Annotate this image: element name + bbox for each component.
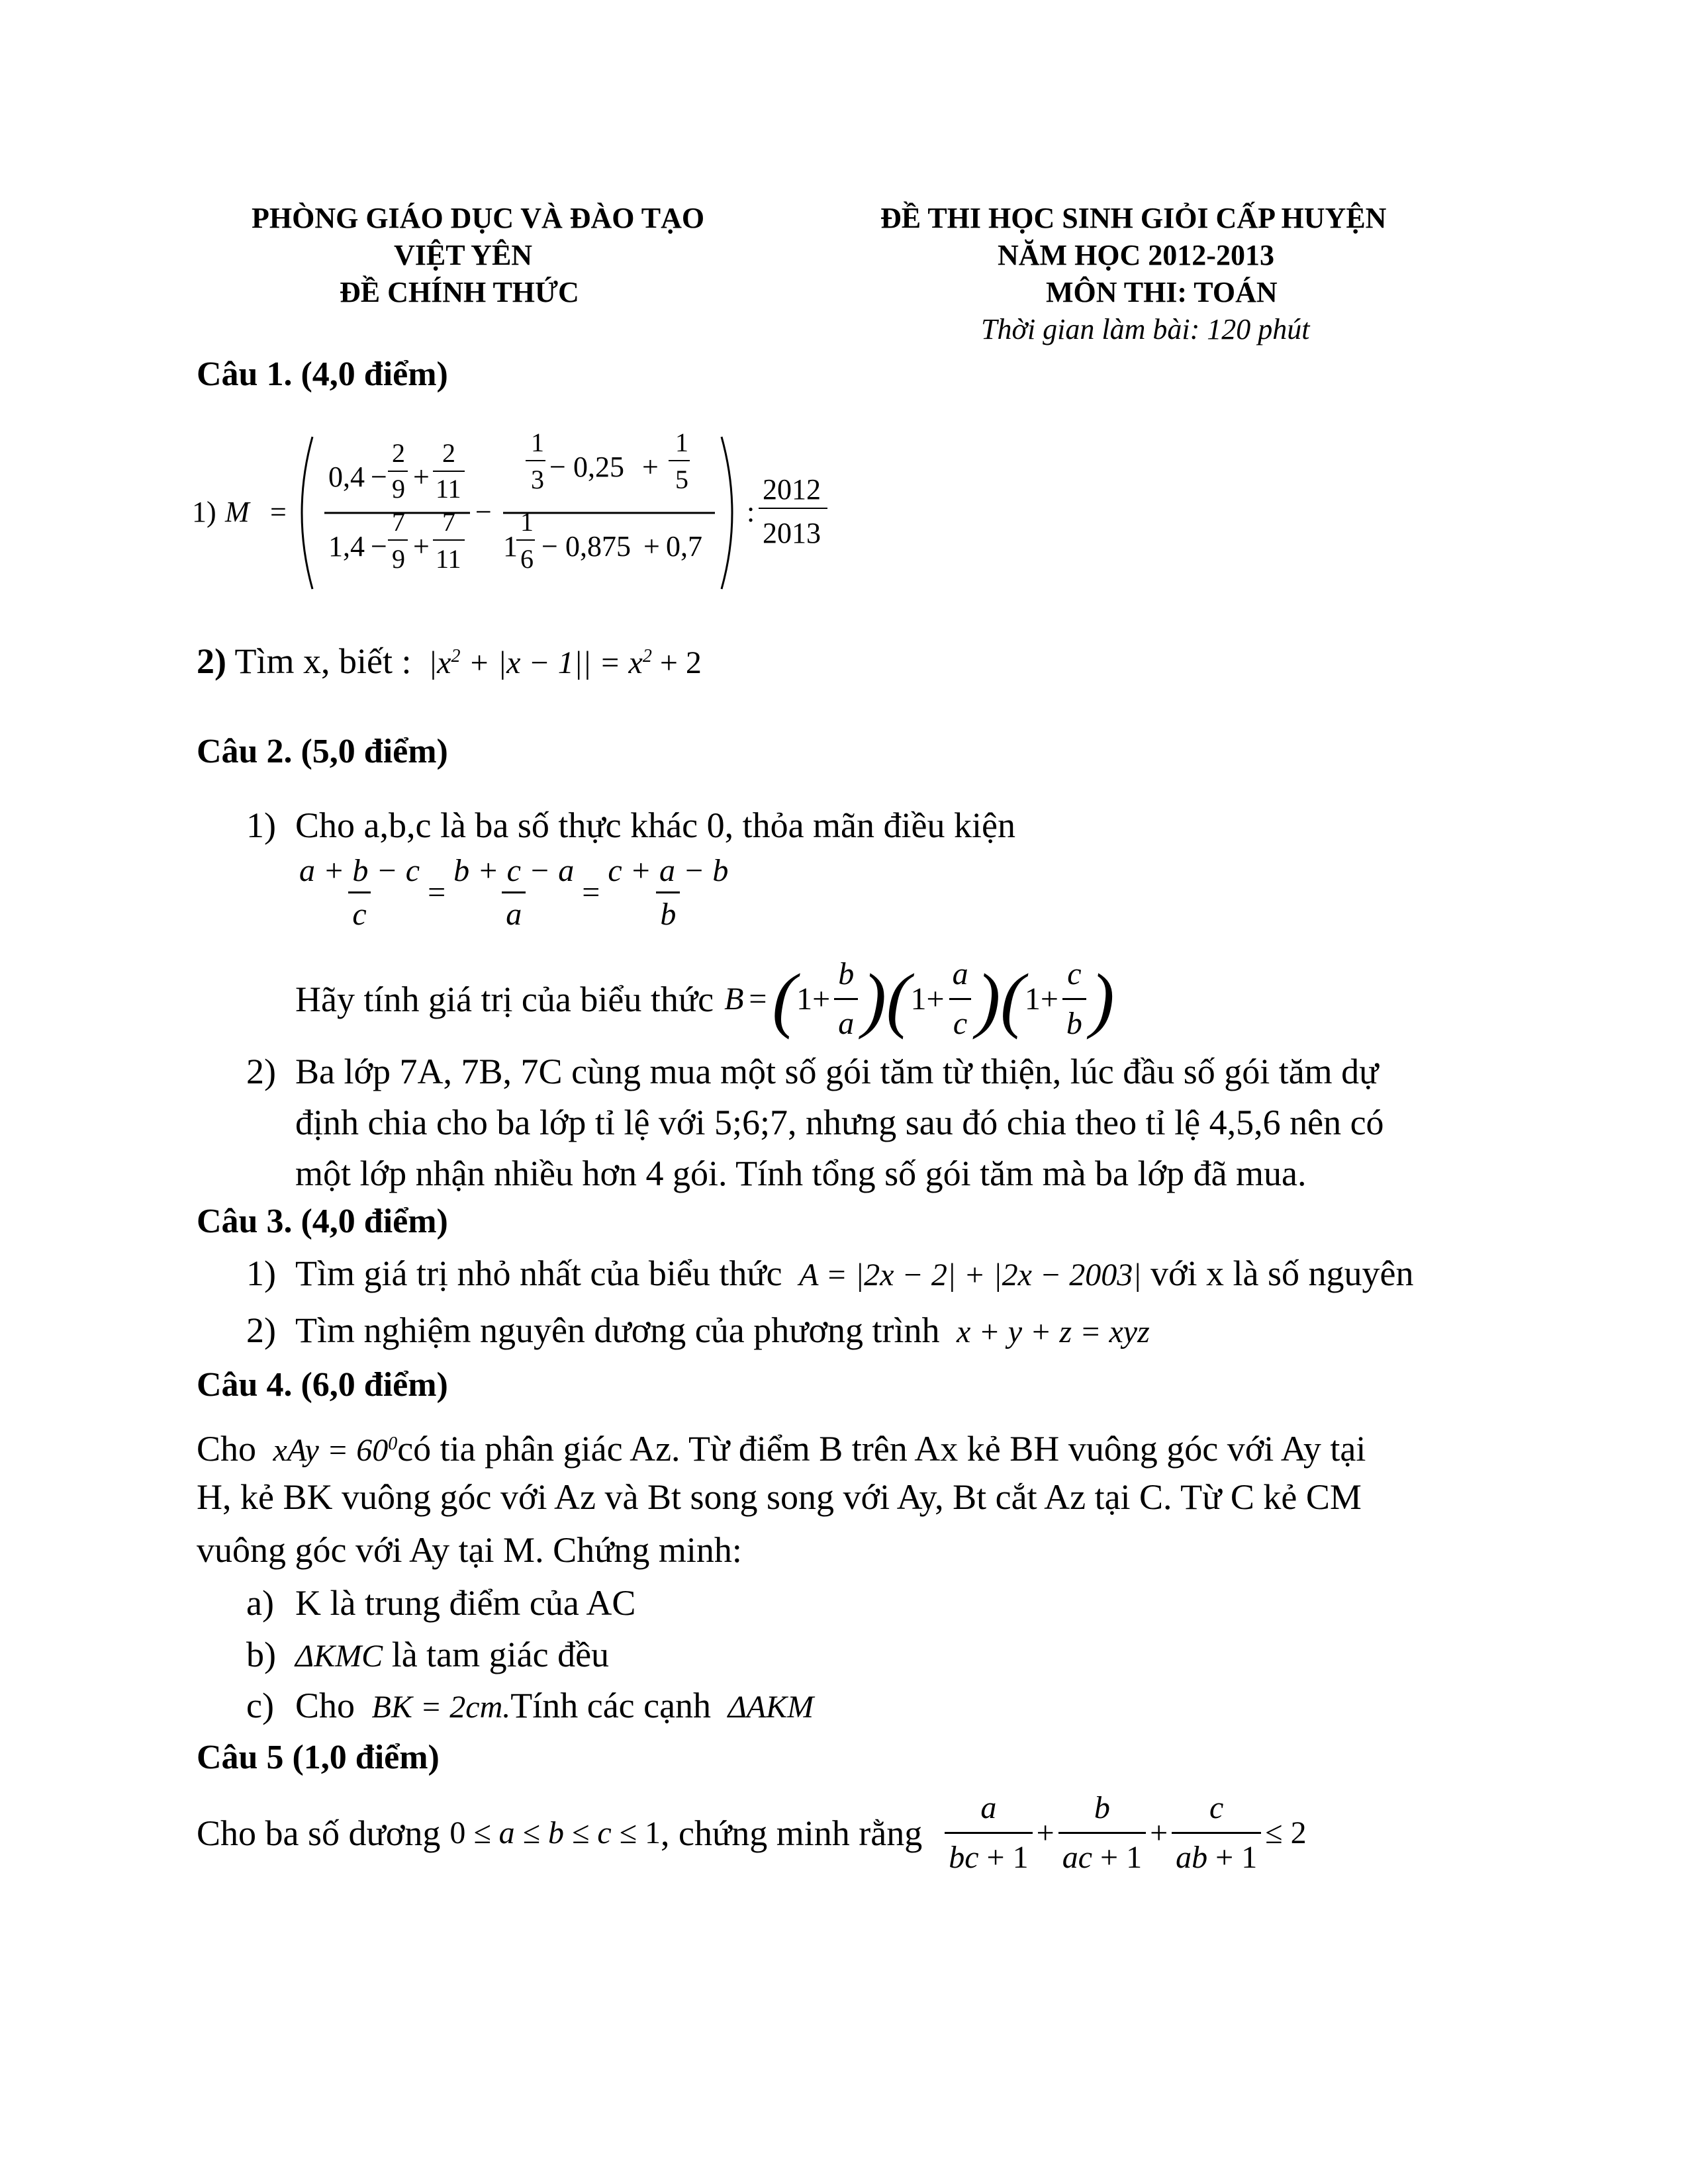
- q5-inequality: $\frac{a}{bc + 1}$ + $\frac{b}{ac + 1}$ + $\frac{c}{ab + 1}$ ≤ 2: [941, 1787, 1306, 1879]
- q4-line-2: H, kẻ BK vuông góc với Az và Bt song song với Ay, Bt cắt Az tại C. Từ C kẻ CM: [197, 1477, 1362, 1517]
- q4-c: [295, 1684, 814, 1729]
- q2-part-2-line-3: một lớp nhận nhiều hơn 4 gói. Tính tổng số gói tăm mà ba lớp đã mua.: [295, 1154, 1307, 1193]
- q2-part-1-ask: [295, 953, 1115, 1045]
- header-right-line-2: NĂM HỌC 2012-2013: [998, 239, 1274, 271]
- svg-text:+: +: [643, 530, 660, 563]
- q4-b-text: là tam giác đều: [391, 1635, 610, 1674]
- q2-part-2-line-1: Ba lớp 7A, 7B, 7C cùng mua một số gói tăm từ thiện, lúc đầu số gói tăm dự: [295, 1052, 1379, 1091]
- svg-text:0,7: 0,7: [666, 530, 702, 563]
- svg-text:0,4: 0,4: [328, 461, 365, 493]
- q3-part-1-tail: với x là số nguyên: [1150, 1253, 1414, 1293]
- svg-text:6: 6: [520, 544, 534, 574]
- q4-line-1: [197, 1423, 1366, 1472]
- svg-text:11: 11: [436, 544, 461, 574]
- q4-angle-xay: xAy = $60^0$: [265, 1433, 398, 1468]
- svg-text:5: 5: [675, 465, 688, 494]
- q2-condition-frac-3: $\frac{c + a - b}{b}$: [608, 853, 729, 932]
- svg-text:+: +: [413, 530, 430, 563]
- q1-expression-m: [192, 424, 841, 602]
- q1-part-2-equation: $|x^2 + |x - 1|| = x^2 + 2$: [420, 645, 702, 680]
- question-2-title: Câu 2. (5,0 điểm): [197, 733, 448, 770]
- svg-text:2013: 2013: [763, 517, 821, 549]
- q2-part-1-ask-text: Hãy tính giá trị của biểu thức: [295, 979, 714, 1019]
- svg-text:9: 9: [392, 544, 405, 574]
- q3-expression-a: A = |2x − 2| + |2x − 2003|: [791, 1257, 1142, 1293]
- header-left-line-3: ĐỀ CHÍNH THỨC: [340, 276, 579, 308]
- svg-text:=: =: [270, 496, 287, 528]
- q3-part-2-text: Tìm nghiệm nguyên dương của phương trình: [295, 1310, 940, 1350]
- q4-bk-value: BK = 2cm.: [363, 1690, 511, 1725]
- q3-equation: x + y + z = xyz: [949, 1314, 1150, 1349]
- q4-c-end: Tính các cạnh: [510, 1686, 712, 1725]
- q4-a-label: a): [246, 1583, 274, 1623]
- q4-b: [295, 1633, 609, 1678]
- svg-text:2: 2: [392, 438, 405, 468]
- q5-range: 0 ≤ a ≤ b ≤ c ≤ 1: [449, 1815, 661, 1850]
- q1-part-2-label: 2): [197, 641, 226, 681]
- svg-text:−: −: [371, 530, 387, 563]
- q3-part-1-text: Tìm giá trị nhỏ nhất của biểu thức: [295, 1253, 782, 1293]
- svg-text:3: 3: [531, 465, 544, 494]
- q2-part-1-text: Cho a,b,c là ba số thực khác 0, thỏa mãn điều kiện: [295, 805, 1015, 845]
- q1-part-2: [197, 635, 702, 684]
- svg-text:7: 7: [442, 507, 455, 537]
- question-1-title: Câu 1. (4,0 điểm): [197, 355, 448, 393]
- svg-text:0,25: 0,25: [573, 451, 624, 483]
- q4-a-text: K là trung điểm của AC: [295, 1583, 636, 1623]
- q5-body: [197, 1787, 1307, 1879]
- q4-triangle-kmc: ΔKMC: [295, 1639, 383, 1674]
- svg-text:1: 1: [531, 428, 544, 457]
- svg-text:−: −: [371, 461, 387, 493]
- svg-text:M: M: [225, 496, 250, 528]
- q5-text-end: , chứng minh rằng: [661, 1813, 923, 1853]
- q1-part-2-text: Tìm x, biết :: [234, 641, 412, 681]
- svg-text:11: 11: [436, 474, 461, 504]
- svg-text:1): 1): [192, 496, 216, 528]
- exam-duration: Thời gian làm bài: 120 phút: [981, 313, 1310, 345]
- header-right-line-3: MÔN THI: TOÁN: [1046, 276, 1278, 308]
- svg-text:9: 9: [392, 474, 405, 504]
- svg-text::: :: [747, 496, 755, 528]
- svg-text:1: 1: [520, 507, 534, 537]
- q2-part-1-label: 1): [246, 805, 276, 845]
- q2-condition-frac-1: $\frac{a + b - c}{c}$: [299, 853, 420, 932]
- q2-condition: $\frac{a + b - c}{c}$ = $\frac{b + c - a}{a}$ = $\frac{c + a - b}{b}$: [291, 852, 736, 933]
- q3-part-1: [295, 1252, 1414, 1297]
- header-left-line-1: PHÒNG GIÁO DỤC VÀ ĐÀO TẠO: [252, 202, 705, 234]
- q2-condition-frac-2: $\frac{b + c - a}{a}$: [453, 853, 575, 932]
- q3-part-1-label: 1): [246, 1253, 276, 1293]
- q4-line-1-start: Cho: [197, 1429, 257, 1469]
- question-5-title: Câu 5 (1,0 điểm): [197, 1739, 440, 1776]
- svg-text:−: −: [549, 451, 566, 483]
- svg-text:+: +: [413, 461, 430, 493]
- svg-text:1,4: 1,4: [328, 530, 365, 563]
- svg-text:1: 1: [675, 428, 688, 457]
- svg-text:2012: 2012: [763, 473, 821, 506]
- svg-text:7: 7: [392, 507, 405, 537]
- q4-line-3: vuông góc với Ay tại M. Chứng minh:: [197, 1530, 742, 1570]
- svg-text:+: +: [642, 451, 659, 483]
- q4-c-start: Cho: [295, 1686, 355, 1725]
- q3-part-2: [295, 1309, 1150, 1353]
- q4-c-label: c): [246, 1686, 274, 1725]
- question-3-title: Câu 3. (4,0 điểm): [197, 1203, 448, 1240]
- q4-b-label: b): [246, 1635, 276, 1674]
- svg-text:1: 1: [503, 530, 518, 563]
- svg-text:0,875: 0,875: [565, 530, 631, 563]
- q2-part-2-line-2: định chia cho ba lớp tỉ lệ với 5;6;7, nhưng sau đó chia theo tỉ lệ 4,5,6 nên có: [295, 1103, 1384, 1142]
- svg-text:−: −: [541, 530, 558, 563]
- svg-text:−: −: [475, 496, 492, 528]
- q4-triangle-akm: ΔAKM: [720, 1690, 814, 1725]
- q3-part-2-label: 2): [246, 1310, 276, 1350]
- header-left-line-2: VIỆT YÊN: [394, 239, 533, 271]
- header-right-line-1: ĐỀ THI HỌC SINH GIỎI CẤP HUYỆN: [880, 202, 1387, 234]
- q2-expression-b: B = ( 1+ $\frac{b}{a}$ ) ( 1+ $\frac{a}{c}$ ) ( 1+ $\frac{c}{b}$ ): [724, 953, 1114, 1045]
- q2-part-2-label: 2): [246, 1052, 276, 1091]
- q4-line-1-end: có tia phân giác Az. Từ điểm B trên Ax kẻ BH vuông góc với Ay tại: [397, 1429, 1366, 1469]
- question-4-title: Câu 4. (6,0 điểm): [197, 1366, 448, 1404]
- svg-text:2: 2: [442, 438, 455, 468]
- q5-text-start: Cho ba số dương: [197, 1813, 441, 1853]
